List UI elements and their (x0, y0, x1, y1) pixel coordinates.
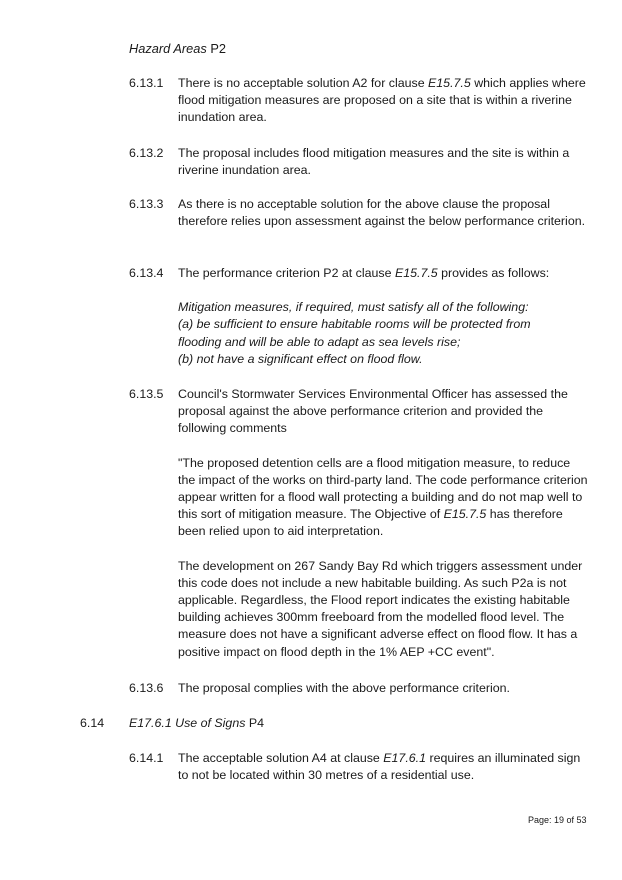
section-heading (129, 40, 226, 57)
text-run: has therefore been relied upon to aid interpretation. (178, 507, 563, 539)
clause-number: 6.13.6 (129, 681, 164, 695)
section-title (129, 715, 580, 732)
clause-6-14-1 (129, 750, 589, 784)
clause-number: 6.14.1 (129, 751, 164, 765)
page-number: Page: 19 of 53 (528, 815, 587, 825)
clause-6-13-2 (129, 145, 589, 179)
clause-number: 6.13.1 (129, 76, 164, 90)
section-title-text: E17.6.1 Use of Signs (129, 716, 246, 730)
quoted-criterion (178, 299, 589, 368)
text-run: provides as follows: (437, 266, 550, 280)
clause-number: 6.13.3 (129, 197, 164, 211)
clause-text (178, 75, 589, 127)
clause-number: 6.13.2 (129, 146, 164, 160)
clause-text (178, 265, 589, 282)
officer-comment-paragraph (178, 455, 589, 541)
clause-reference: E15.7.5 (428, 76, 471, 90)
text-run: The performance criterion P2 at clause (178, 266, 395, 280)
officer-comment-paragraph: The development on 267 Sandy Bay Rd which triggers assessment under this code does not include a new habitable building. As such P2a is not applicable. Regardless, the Flood report indicates the existing habitable building achieves 300mm freeboard from the modelled flood level. The measure does not have a significant adverse effect on flood flow. It has a positive impact on flood depth in the 1% AEP +CC event". (178, 558, 583, 659)
clause-text: The proposal includes flood mitigation measures and the site is within a riverine inundation area. (178, 146, 570, 178)
clause-6-13-4 (129, 265, 589, 368)
heading-suffix: P2 (210, 41, 226, 56)
clause-text: The proposal complies with the above performance criterion. (178, 681, 510, 695)
clause-number: 6.13.5 (129, 387, 164, 401)
clause-6-13-6 (129, 680, 589, 697)
clause-text: Council's Stormwater Services Environmental Officer has assessed the proposal against the above performance criterion and provided the following comments (178, 387, 568, 436)
clause-reference: E15.7.5 (394, 266, 438, 280)
section-number: 6.14 (80, 716, 105, 730)
text-run: which applies where flood mitigation measures are proposed on a site that is within a riverine inundation area. (178, 76, 586, 125)
section-suffix: P4 (248, 716, 265, 730)
text-run: The acceptable solution A4 at clause (178, 751, 384, 765)
clause-6-13-3 (129, 196, 589, 230)
quote-line: (b) not have a significant effect on flood flow. (178, 351, 423, 366)
clause-6-13-5 (129, 386, 589, 661)
clause-reference: E15.7.5 (443, 507, 487, 522)
clause-6-13-1 (129, 75, 589, 127)
text-run: There is no acceptable solution A2 for clause (178, 76, 429, 90)
clause-text (178, 750, 589, 784)
section-6-14-heading (80, 715, 580, 732)
clause-text: As there is no acceptable solution for the above clause the proposal therefore relies upon assessment against the below performance criterion. (178, 197, 586, 229)
heading-title: Hazard Areas (129, 41, 207, 56)
clause-number: 6.13.4 (129, 266, 164, 280)
quote-line: flooding and will be able to adapt as sea levels rise; (178, 334, 461, 349)
quote-line: Mitigation measures, if required, must satisfy all of the following: (178, 300, 529, 315)
quote-line: (a) be sufficient to ensure habitable rooms will be protected from (178, 317, 531, 332)
clause-reference: E17.6.1 (383, 751, 426, 765)
text-run: requires an illuminated sign to not be located within 30 metres of a residential use. (178, 751, 581, 783)
text-run: "The proposed detention cells are a flood mitigation measure, to reduce the impact of the works on third-party land. The code performance criterion appear written for a flood wall protecting a building and do not map well to this sort of mitigation measure. The Objective of (178, 455, 588, 522)
